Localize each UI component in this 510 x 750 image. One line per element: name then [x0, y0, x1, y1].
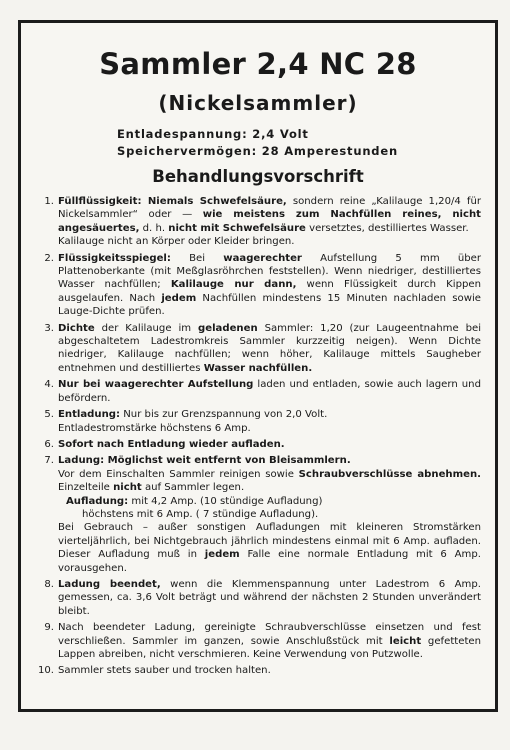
list-item-9 [35, 621, 481, 661]
item-text: wenn Flüssigkeit durch Kippen ausgelaufen. Nach [58, 279, 481, 304]
list-item-7 [35, 454, 481, 575]
item-text: Bei [170, 252, 224, 264]
item-text: laden und entladen, sowie auch lagern und befördern. [58, 379, 481, 404]
document-title: Sammler 2,4 NC 28 [99, 47, 417, 81]
item-text: Vor dem Einschalten Sammler reinigen sowie [58, 468, 299, 480]
item-number: 8. [44, 578, 54, 590]
item-text: mit 4,2 Amp. (10 stündige Aufladung) [128, 495, 323, 507]
item-number: 2. [44, 252, 54, 264]
item-number: 1. [44, 196, 54, 207]
item-text: Füllflüssigkeit: Niemals Schwefelsäure, [58, 196, 287, 207]
item-text: Einzelteile [58, 482, 114, 494]
item-text: Sammler: 1,20 (zur Laugeentnahme bei abgeschaltetem Ladestromkreis Sammler kurzzeitig neigen). Wenn Dichte niedriger, Kalilauge nachfüllen; wenn höher, Kalilauge mittels Saugheber entnehmen und destilliertes [58, 322, 481, 374]
item-text: Falle eine normale Entladung mit 6 Amp. vorausgehen. [58, 549, 481, 574]
item-text: waagerechter [223, 252, 302, 264]
item-text: leicht [389, 635, 422, 647]
specifications [117, 126, 398, 160]
item-text: Sammler stets sauber und trocken halten. [58, 665, 271, 677]
item-text: Entladestromstärke höchstens 6 Amp. [58, 422, 251, 434]
item-text: Nur bis zur Grenzspannung von 2,0 Volt. [120, 409, 328, 421]
item-text: Entladung: [58, 409, 121, 421]
item-text: Sofort nach Entladung wieder aufladen. [58, 438, 285, 450]
item-text: Nachfüllen mindestens 15 Minuten nachladen sowie Lauge-Dichte prüfen. [58, 292, 481, 318]
spec-voltage: Entladespannung: 2,4 Volt [117, 127, 309, 141]
list-item-1 [35, 195, 481, 249]
list-item-3 [35, 322, 481, 376]
item-text: höchstens mit 6 Amp. ( 7 stündige Aufladung). [82, 508, 319, 520]
item-number: 6. [44, 438, 54, 450]
item-text: jedem [204, 549, 240, 561]
item-text: gefetteten Lappen abreiben, nicht verschmieren. Keine Verwendung von Putzwolle. [58, 635, 482, 660]
item-text: Dichte [58, 322, 95, 334]
item-text: nicht mit Schwefelsäure [168, 222, 306, 234]
item-number: 3. [44, 322, 54, 334]
item-number: 7. [44, 455, 54, 467]
list-item-10 [35, 664, 481, 677]
item-text: wie meistens zum Nachfüllen reines, nicht angesäuertes, [58, 209, 481, 234]
item-text: Nur bei waagerechter Aufstellung [58, 379, 254, 391]
item-text: d. h. [139, 222, 169, 234]
item-text: Nach beendeter Ladung, gereinigte Schraubverschlüsse einsetzen und fest verschließen. Sammler im ganzen, sowie Anschlußstück mit [58, 622, 481, 647]
item-text: Kalilauge nur dann, [170, 279, 297, 291]
spec-capacity: Speichervermögen: 28 Amperestunden [117, 144, 398, 158]
item-number: 10. [37, 665, 54, 677]
item-text: Aufstellung 5 mm über Plattenoberkante (mit Meßglasröhrchen feststellen). Wenn niedriger, destilliertes Wasser nachfüllen; [58, 252, 481, 291]
document-frame [18, 20, 498, 712]
list-item-5 [35, 408, 481, 435]
list-item-4 [35, 378, 481, 405]
item-number: 5. [44, 409, 54, 421]
instruction-list [35, 195, 481, 681]
item-text: Schraubverschlüsse abnehmen. [298, 468, 481, 480]
item-text: Kalilauge nicht an Körper oder Kleider bringen. [58, 236, 295, 248]
item-text: wenn die Klemmenspannung unter Ladestrom 6 Amp. gemessen, ca. 3,6 Volt beträgt und während der nächsten 2 Stunden unverändert bleibt. [58, 578, 481, 617]
item-text: Ladung beendet, [58, 578, 161, 590]
item-text: Ladung: Möglichst weit entfernt von Bleisammlern. [58, 455, 351, 467]
list-item-8 [35, 578, 481, 618]
item-text: nicht [113, 482, 142, 494]
list-item-6 [35, 438, 481, 451]
item-text: auf Sammler legen. [141, 482, 245, 494]
list-item-2 [35, 252, 481, 319]
item-text: Wasser nachfüllen. [203, 362, 313, 374]
item-text: jedem [161, 292, 197, 304]
item-number: 4. [44, 379, 54, 391]
item-text: Flüssigkeitsspiegel: [58, 252, 171, 264]
document-subtitle: (Nickelsammler) [158, 91, 358, 115]
item-text: Aufladung: [66, 495, 129, 507]
item-text: geladenen [198, 322, 258, 334]
item-text: sondern reine „Kalilauge 1,20/4 für Nickelsammler“ oder — [58, 196, 482, 221]
section-heading: Behandlungsvorschrift [152, 167, 364, 186]
item-text: versetztes, destilliertes Wasser. [305, 222, 469, 234]
item-text: Bei Gebrauch – außer sonstigen Aufladungen mit kleineren Stromstärken vierteljährlich, bei Nichtgebrauch jährlich mindestens einmal mit 6 Amp. aufladen. Dieser Aufladung muß in [58, 522, 481, 561]
item-text: der Kalilauge im [94, 322, 199, 334]
item-number: 9. [44, 622, 54, 634]
